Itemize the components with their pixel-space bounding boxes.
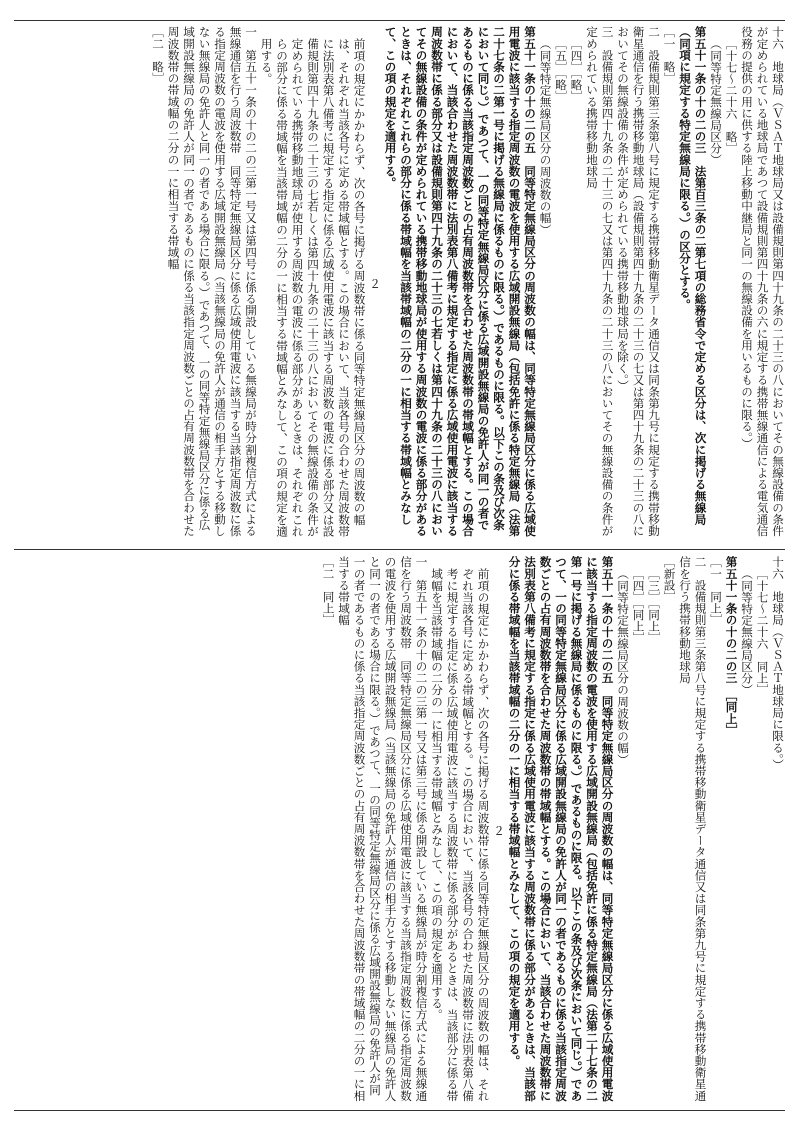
original-paragraph: ［新設］ [662, 556, 677, 603]
original-paragraph: 前項の規定にかかわらず、次の各号に掲げる周波数帯に係る同等特定無線局区分の周波数の幅は、それぞれ当該各号に定める帯域幅とする。この場合において、当該各号の合わせた周波数帯に法別表第八備考に規定する指定に係る広域使用電波に該当する周波数帯に係る部分があるときは、当該部分に係る帯域幅を当該帯域幅の二分の一に相当する帯域幅とみなして、この項の規定を適用する。 [430, 567, 491, 1102]
revised-paragraph: 二 設備規則第三条第八号に規定する携帯移動衛星データ通信又は同条第九号に規定する携帯移動衛星通信を行う携帯移動地球局（設備規則第四十九条の二十三の七又は第四十九条の二十三の八においてその無線設備の条件が定められている携帯移動地球局を除く。） [616, 26, 661, 537]
revised-paragraph: ［十七～二十六 略］ [724, 37, 739, 154]
original-paragraph: （同等特定無線局区分） [740, 567, 754, 696]
original-paragraph: 十六 地球局（ＶＳＡＴ地球局に限る。） [771, 556, 785, 771]
revised-paragraph: 三 設備規則第四十九条の二十三の七又は第四十九条の二十三の八においてその無線設備の条件が定められている携帯移動地球局 [585, 26, 615, 537]
original-paragraph: ［四］［同上］ [631, 567, 646, 643]
revised-paragraph: 第五十一条の十の二の三 法第百三条の二第七項の総務省令で定める区分は、次に掲げる無線局（同項に規定する特定無線局に限る。）の区分とする。 [678, 26, 708, 525]
revised-paragraph: 第五十一条の十の二の五 同等特定無線局区分の周波数の幅は、同等特定無線局区分に係る広域使用電波に該当する指定周波数の電波を使用する広域開設無線局（包括免許に係る特定無線局（法第二十七条の二第一号に掲げる無線局に係るものに限る。）であるものに限る。以下この条及び次条において同じ。）であつて、一の同等特定無線局区分に係る広域開設無線局の免許人が同一の者であるものに係る当該指定周波数ごとの占有周波数帯を合わせた周波数帯の帯域幅とする。この場合において、当該合わせた周波数帯に法別表第八備考に規定する指定に係る広域使用電波に該当する周波数帯に係る部分又は設備規則第四十九条の二十三の七若しくは第四十九条の二十三の八においてその無線設備の条件が定められている携帯移動地球局が使用する周波数の電波に係る部分があるときは、それぞれこれらの部分に係る帯域幅を当該帯域幅の二分の一に相当する帯域幅とみなして、この項の規定を適用する。 [383, 26, 537, 537]
revised-paragraph: 前項の規定にかかわらず、次の各号に掲げる周波数帯に係る同等特定無線局区分の周波数の幅は、それぞれ当該各号に定める帯域幅とする。この場合において、当該各号の合わせた周波数帯に法別表第八備考に規定する指定に係る広域使用電波に該当する周波数の電波に係る部分又は設備規則第四十九条の二十三の七若しくは第四十九条の二十三の八においてその無線設備の条件が定められている携帯移動地球局が使用する周波数の電波に係る部分があるときは、それぞれこれらの部分に係る帯域幅を当該帯域幅の二分の一に相当する帯域幅とみなして、この項の規定を適用する。 [259, 37, 367, 537]
revised-paragraph: ［二 略］ [151, 26, 165, 84]
original-paragraph: ［三］［同上］ [647, 567, 661, 643]
original-paragraph: ［一 同上］ [709, 556, 723, 626]
revised-paragraph: （同等特定無線局区分） [709, 37, 723, 166]
revised-paragraph: ［一 略］ [662, 26, 677, 84]
original-paragraph: 第五十一条の十の二の五 同等特定無線局区分の周波数の幅は、同等特定無線局区分に係る広域使用電波に該当する指定周波数の電波を使用する広域開設無線局（包括免許に係る特定無線局（法第二十七条の二第一号に掲げる無線局に係るものに限る。）であるものに限る。以下この条及び次条において同じ。）であつて、一の同等特定無線局区分に係る広域開設無線局の免許人が同一の者であるものに係る当該指定周波数ごとの占有周波数帯を合わせた周波数帯の帯域幅とする。この場合において、当該合わせた周波数帯に法別表第八備考に規定する指定に係る広域使用電波に該当する周波数帯に係る部分があるときは、当該部分に係る帯域幅を当該帯域幅の二分の一に相当する帯域幅とみなして、この項の規定を適用する。 [507, 556, 615, 1102]
original-paragraph: （同等特定無線局区分の周波数の幅） [616, 567, 630, 765]
original-paragraph: 第五十一条の十の二の三 ［同上］ [724, 556, 739, 736]
original-text-column [14, 556, 785, 1106]
bottom-rule [14, 1110, 785, 1111]
middle-rule [14, 549, 785, 550]
revised-paragraph: ［四］［略］ [569, 37, 584, 102]
revised-text-column [14, 26, 785, 542]
original-paragraph: ［二 同上］ [321, 556, 336, 626]
original-paragraph: 一 第五十一条の十の二の三第一号又は第三号に係る開設している無線局が時分割複信方式による無線通信を行う周波数帯 同等特定無線局区分に係る広域使用電波に該当する当該指定周波数に係る指定周波数の電波を使用する広域開設無線局（当該無線局の免許人が通信の相手方とする移動しない無線局の免許人と同一の者である場合に限る。）であつて、一の同等特定無線局区分に係る広域開設無線局の免許人が同一の者であるものに係る当該指定周波数ごとの占有周波数帯を合わせた周波数帯の帯域幅の二分の一に相当する帯域幅 [337, 556, 429, 1102]
original-paragraph: ［十七～二十六 同上］ [755, 567, 770, 696]
revised-paragraph: （同等特定無線局区分の周波数の幅） [538, 37, 553, 235]
revised-paragraph: ２ [368, 278, 382, 290]
revised-paragraph: ［五］［略］ [554, 37, 568, 102]
top-rule [14, 20, 785, 21]
original-paragraph: ２ [492, 825, 506, 837]
revised-paragraph: 十六 地球局（ＶＳＡＴ地球局又は設備規則第四十九条の二十三の八においてその無線設備の条件が定められている地球局であつて設備規則第四十九条の六に規定する携帯無線通信による電気通信役務の提供の用に供する陸上移動中継局と同一の無線設備を用いるものに限る。） [740, 26, 785, 537]
revised-paragraph: 一 第五十一条の十の二の三第一号又は第四号に係る開設している無線局が時分割複信方式による無線通信を行う周波数帯 同等特定無線局区分に係る広域使用電波に該当する当該指定周波数に係る指定周波数の電波を使用する広域開設無線局（当該無線局の免許人が通信の相手方とする移動しない無線局の免許人と同一の者である場合に限る。）であつて、一の同等特定無線局区分に係る広域開設無線局の免許人が同一の者であるものに係る当該指定周波数ごとの占有周波数帯を合わせた周波数帯の帯域幅の二分の一に相当する帯域幅 [166, 26, 258, 537]
original-paragraph: 二 設備規則第三条第八号に規定する携帯移動衛星データ通信又は同条第九号に規定する携帯移動衛星通信を行う携帯移動地球局 [678, 556, 708, 1102]
